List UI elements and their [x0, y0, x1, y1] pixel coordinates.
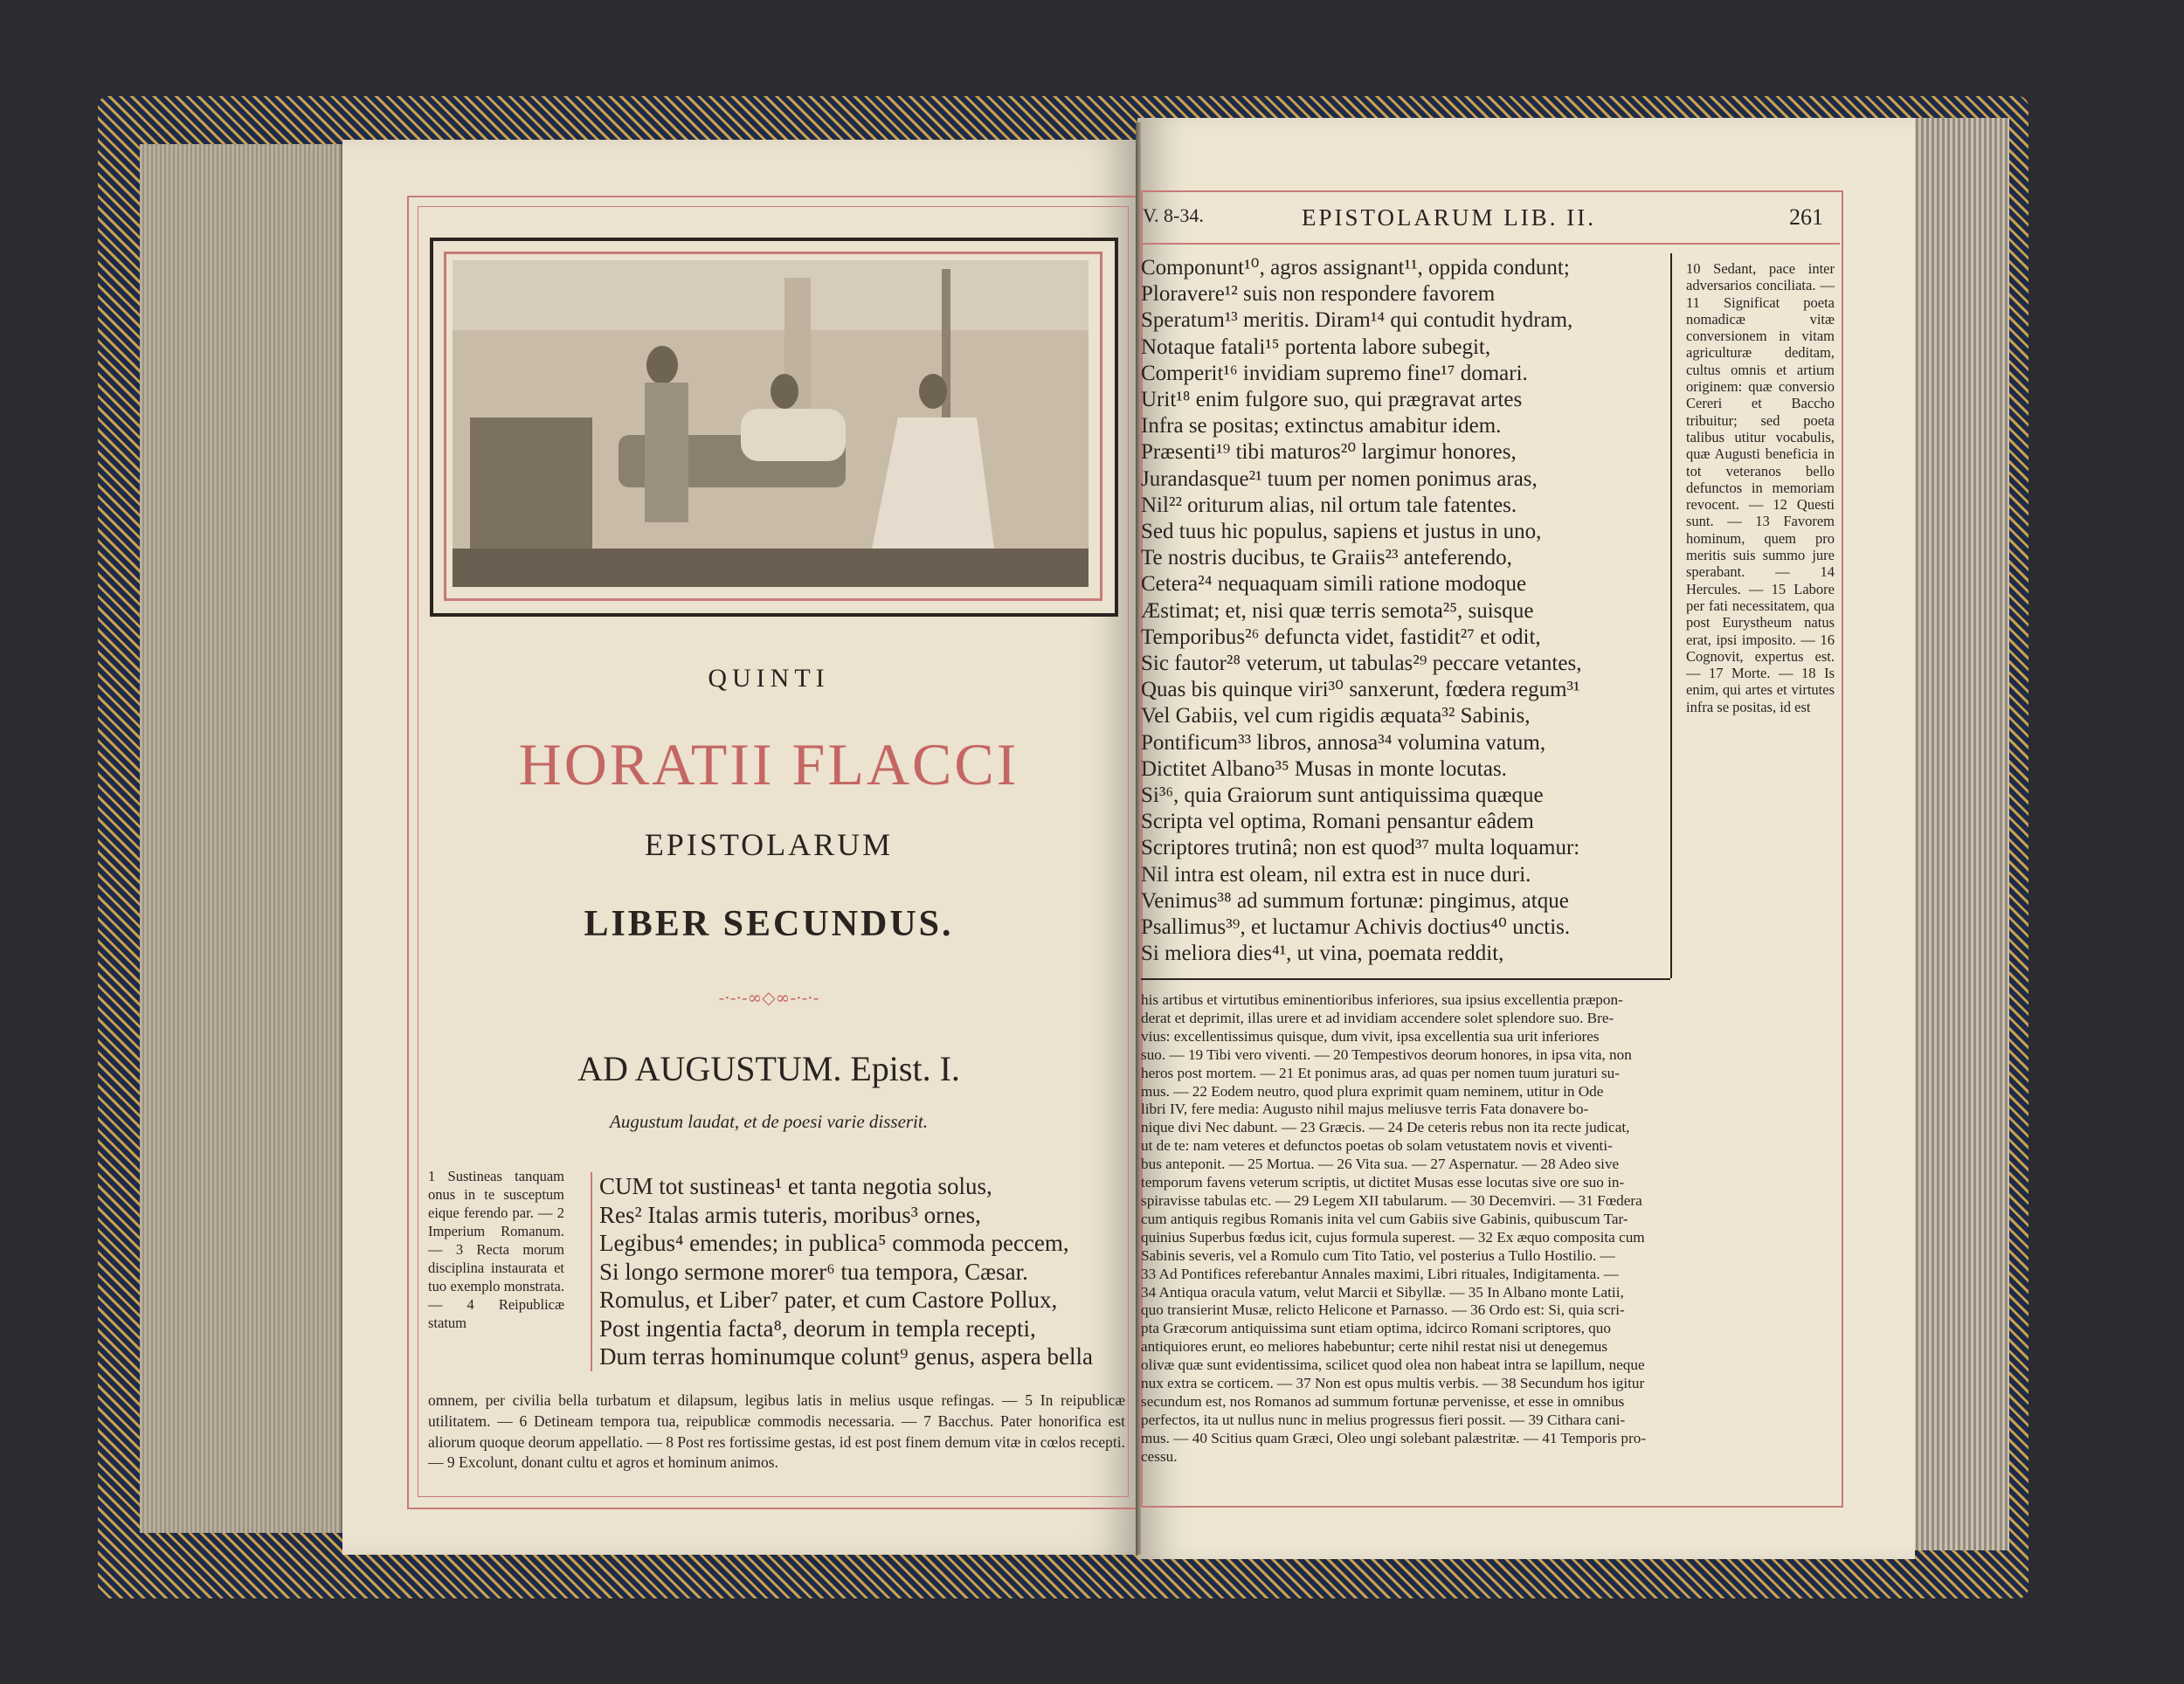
note-line: 33 Ad Pontifices referebantur Annales maximi, Libri rituales, Indigitamenta. — [1141, 1265, 1619, 1282]
left-bottom-notes: omnem, per civilia bella turbatum et dilapsum, legibus latis in melius usque refingas. — 5 In reipublicæ utilitatem. — 6 Detineam tempora tua, reipublicæ commodis necessaria. — 7 Bacchus. Pater honorifica est aliorum quoque deorum appellatio. — 8 Post res fortissime gestas, id est post finem demum vitæ in cœlos recepti. — 9 Excolunt, donant cultu et agros et hominum animos. [428, 1391, 1125, 1472]
verse-bottom-rule [1141, 978, 1670, 980]
note-line: cessu. [1141, 1447, 1178, 1465]
note-line: derat et deprimit, illas urere et ad invidiam accendere solet splendore suo. Bre- [1141, 1009, 1614, 1026]
verse-line: Si longo sermone morer⁶ tua tempora, Cæsar. [599, 1258, 1028, 1285]
running-verse-range: V. 8-34. [1143, 204, 1204, 226]
verse-line: Res² Italas armis tuteris, moribus³ ornes, [599, 1201, 981, 1228]
verse-line: Speratum¹³ meritis. Diram¹⁴ qui contudit hydram, [1141, 308, 1573, 333]
note-line: mus. — 22 Eodem neutro, quod plura exprimit quam neminem, utitur in Ode [1141, 1082, 1604, 1100]
engraving-illustration [453, 260, 1089, 587]
ornament-divider: -·-·-∞◇∞-·-·- [718, 987, 819, 1008]
header-rule [1141, 243, 1840, 245]
verse-line: Vel Gabiis, vel cum rigidis æquata³² Sabinis, [1141, 704, 1531, 728]
note-line: spiravisse tabulas etc. — 29 Legem XII tabularum. — 30 Decemviri. — 31 Fœdera [1141, 1191, 1642, 1209]
epistle-heading: AD AUGUSTUM. Epist. I. [577, 1049, 960, 1088]
note-line: suo. — 19 Tibi vero viventi. — 20 Tempestivos deorum honores, in ipsa vita, non [1141, 1046, 1632, 1063]
verse-line: Temporibus²⁶ defuncta videt, fastidit²⁷ et odit, [1141, 625, 1541, 649]
verse-line: Pontificum³³ libros, annosa³⁴ volumina vatum, [1141, 730, 1546, 755]
note-line: secundum est, nos Romanos ad summum fortunæ pervenisse, et esse in omnibus [1141, 1392, 1625, 1410]
verse-line: Urit¹⁸ enim fulgore suo, qui prægravat artes [1141, 388, 1523, 412]
title-horatii-flacci: HORATII FLACCI [518, 731, 1019, 797]
note-line: quinius Superbus fœdus icit, cujus formula superest. — 32 Ex æquo composita cum [1141, 1228, 1645, 1246]
book-gutter [1136, 122, 1141, 1555]
note-line: nique divi Nec dabunt. — 23 Græcis. — 24 De ceteris rebus non ita recte judicat, [1141, 1119, 1630, 1136]
note-line: temporum favens veterum scriptis, ut dictitet Musas esse locutas sive ore suo in- [1141, 1174, 1625, 1191]
verse-line: Jurandasque²¹ tuum per nomen ponimus aras, [1141, 466, 1538, 491]
note-line: quo transierint Musæ, relicto Helicone et Parnasso. — 36 Ordo est: Si, quia scri- [1141, 1301, 1625, 1319]
verse-line: Si³⁶, quia Graiorum sunt antiquissima quæque [1141, 783, 1544, 808]
note-line: olivæ quæ sunt evidentissima, scilicet quod olea non habeat intra se lapillum, neque [1141, 1356, 1645, 1374]
verse-line: Quas bis quinque viri³⁰ sanxerunt, fœdera regum³¹ [1141, 678, 1580, 702]
verse-line: Psallimus³⁹, et luctamur Achivis doctius⁴⁰ unctis. [1141, 915, 1571, 940]
note-line: his artibus et virtutibus eminentioribus inferiores, sua ipsius excellentia præpon- [1141, 991, 1623, 1008]
note-line: heros post mortem. — 21 Et ponimus aras, ad quas per nomen tuum juraturi su- [1141, 1064, 1620, 1081]
note-line: pta Græcorum antiquissima sunt etiam optima, idcirco Romani scriptores, quo [1141, 1320, 1611, 1337]
verse-line: Componunt¹⁰, agros assignant¹¹, oppida condunt; [1141, 256, 1570, 280]
verse-line: Scriptores trutinâ; non est quod³⁷ multa loquamur: [1141, 836, 1580, 860]
right-verses [1141, 255, 1665, 967]
column-rule [1670, 253, 1672, 978]
page-edges-right [1913, 118, 2009, 1550]
title-liber-secundus: LIBER SECUNDUS. [584, 904, 954, 944]
verse-line: Scripta vel optima, Romani pensantur eâdem [1141, 810, 1534, 834]
verse-line: Si meliora dies⁴¹, ut vina, poemata reddit, [1141, 942, 1504, 966]
page-edges-left [140, 144, 344, 1533]
note-line: antiquiores erunt, eo meliores habebuntur; certe nihil restat nisi ut denegemus [1141, 1338, 1608, 1356]
verse-line: Venimus³⁸ ad summum fortunæ: pingimus, atque [1141, 888, 1569, 913]
note-line: mus. — 40 Scitius quam Græci, Oleo ungi solebant palæstritæ. — 41 Temporis pro- [1141, 1429, 1647, 1446]
note-line: Sabinis severis, vel a Romulo cum Tito Tatio, vel posterius a Tullo Hostilio. — [1141, 1246, 1615, 1264]
verse-line: Nil intra est oleam, nil extra est in nuce duri. [1141, 862, 1531, 887]
title-epistolarum: EPISTOLARUM [644, 827, 894, 862]
note-line: nux extra se corticem. — 37 Non est opus multis verbis. — 38 Secundum hos igitur [1141, 1375, 1645, 1392]
verse-line: Cetera²⁴ nequaquam simili ratione modoque [1141, 572, 1527, 597]
verse-line: Sic fautor²⁸ veterum, ut tabulas²⁹ peccare vetantes, [1141, 652, 1582, 676]
right-side-notes: 10 Sedant, pace inter adversarios conciliata. — 11 Significat poeta nomadicæ vitæ conversionem in vitam agriculturæ deditam, cultus omnis et artium originem: quæ conversio Cereri et Baccho tribuitur; sed poeta talibus utitur vocabulis, quæ Augusti beneficia in tot veteranos bello defunctos in memoriam revocent. — 12 Questi sunt. — 13 Favorem hominum, quem pro meritis suis summo jure sperabant. — 14 Hercules. — 15 Labore per fati necessitatem, qua post Eurystheum natus erat, ipsi imposito. — 16 Cognovit, expertus est. — 17 Morte. — 18 Is enim, qui artes et virtutes infra se positas, id est [1686, 260, 1835, 715]
page-number: 261 [1789, 204, 1823, 230]
title-quinti: QUINTI [708, 664, 830, 693]
verse-line: Nil²² oriturum alias, nil ortum tale fatentes. [1141, 493, 1517, 517]
verse-line: Legibus⁴ emendes; in publica⁵ commoda peccem, [599, 1230, 1069, 1256]
note-line: perfectos, ita ut nullus nunc in melius progressus fieri possit. — 39 Cithara cani- [1141, 1411, 1626, 1428]
verse-line: Infra se positas; extinctus amabitur idem. [1141, 414, 1502, 438]
left-verses [591, 1172, 1141, 1371]
verse-line: Ploravere¹² suis non respondere favorem [1141, 282, 1496, 307]
epistle-argument: Augustum laudat, et de poesi varie disserit. [610, 1111, 928, 1132]
verse-line: Post ingentia facta⁸, deorum in templa recepti, [599, 1315, 1036, 1342]
note-line: cum antiquis regibus Romanis inita vel cum Gabiis sive Gabinis, quibuscum Tar- [1141, 1210, 1628, 1227]
note-line: vius: excellentissimus quisque, dum vivit, ipsa excellentia sua urit inferiores [1141, 1027, 1600, 1045]
verse-line: Comperit¹⁶ invidiam supremo fine¹⁷ domari. [1141, 361, 1528, 385]
running-title: EPISTOLARUM LIB. II. [1302, 204, 1597, 231]
verse-line: CUM tot sustineas¹ et tanta negotia solus, [599, 1173, 992, 1199]
verse-line: Dum terras hominumque colunt⁹ genus, aspera bella [599, 1343, 1094, 1370]
note-line: libri IV, fere media: Augusto nihil majus meliusve terris Fata donavere bo- [1141, 1101, 1589, 1118]
verse-line: Te nostris ducibus, te Graiis²³ anteferendo, [1141, 546, 1512, 570]
note-line: ut de te: nam veteres et defunctos poetas ob solam vetustatem novis et viventi- [1141, 1137, 1613, 1155]
verse-line: Notaque fatali¹⁵ portenta labore subegit, [1141, 335, 1491, 359]
verse-line: Æstimat; et, nisi quæ terris semota²⁵, suisque [1141, 598, 1534, 623]
verse-line: Sed tuus hic populus, sapiens et justus in uno, [1141, 520, 1542, 544]
verse-line: Romulus, et Liber⁷ pater, et cum Castore Pollux, [599, 1287, 1058, 1313]
note-line: 34 Antiqua oracula vatum, velut Marcii et Sibyllæ. — 35 In Albano monte Latii, [1141, 1283, 1624, 1301]
left-side-notes: 1 Sustineas tanquam onus in te susceptum eique ferendo par. — 2 Imperium Romanum. — 3 Recta morum disciplina instaurata et tuo exemplo monstrata. — 4 Reipublicæ statum [428, 1168, 564, 1331]
verse-line: Præsenti¹⁹ tibi maturos²⁰ largimur honores, [1141, 440, 1517, 465]
verse-line: Dictitet Albano³⁵ Musas in monte locutas. [1141, 756, 1507, 781]
right-bottom-notes [1141, 991, 1831, 1467]
note-line: bus anteponit. — 25 Mortua. — 26 Vita sua. — 27 Aspernatur. — 28 Adeo sive [1141, 1156, 1620, 1173]
